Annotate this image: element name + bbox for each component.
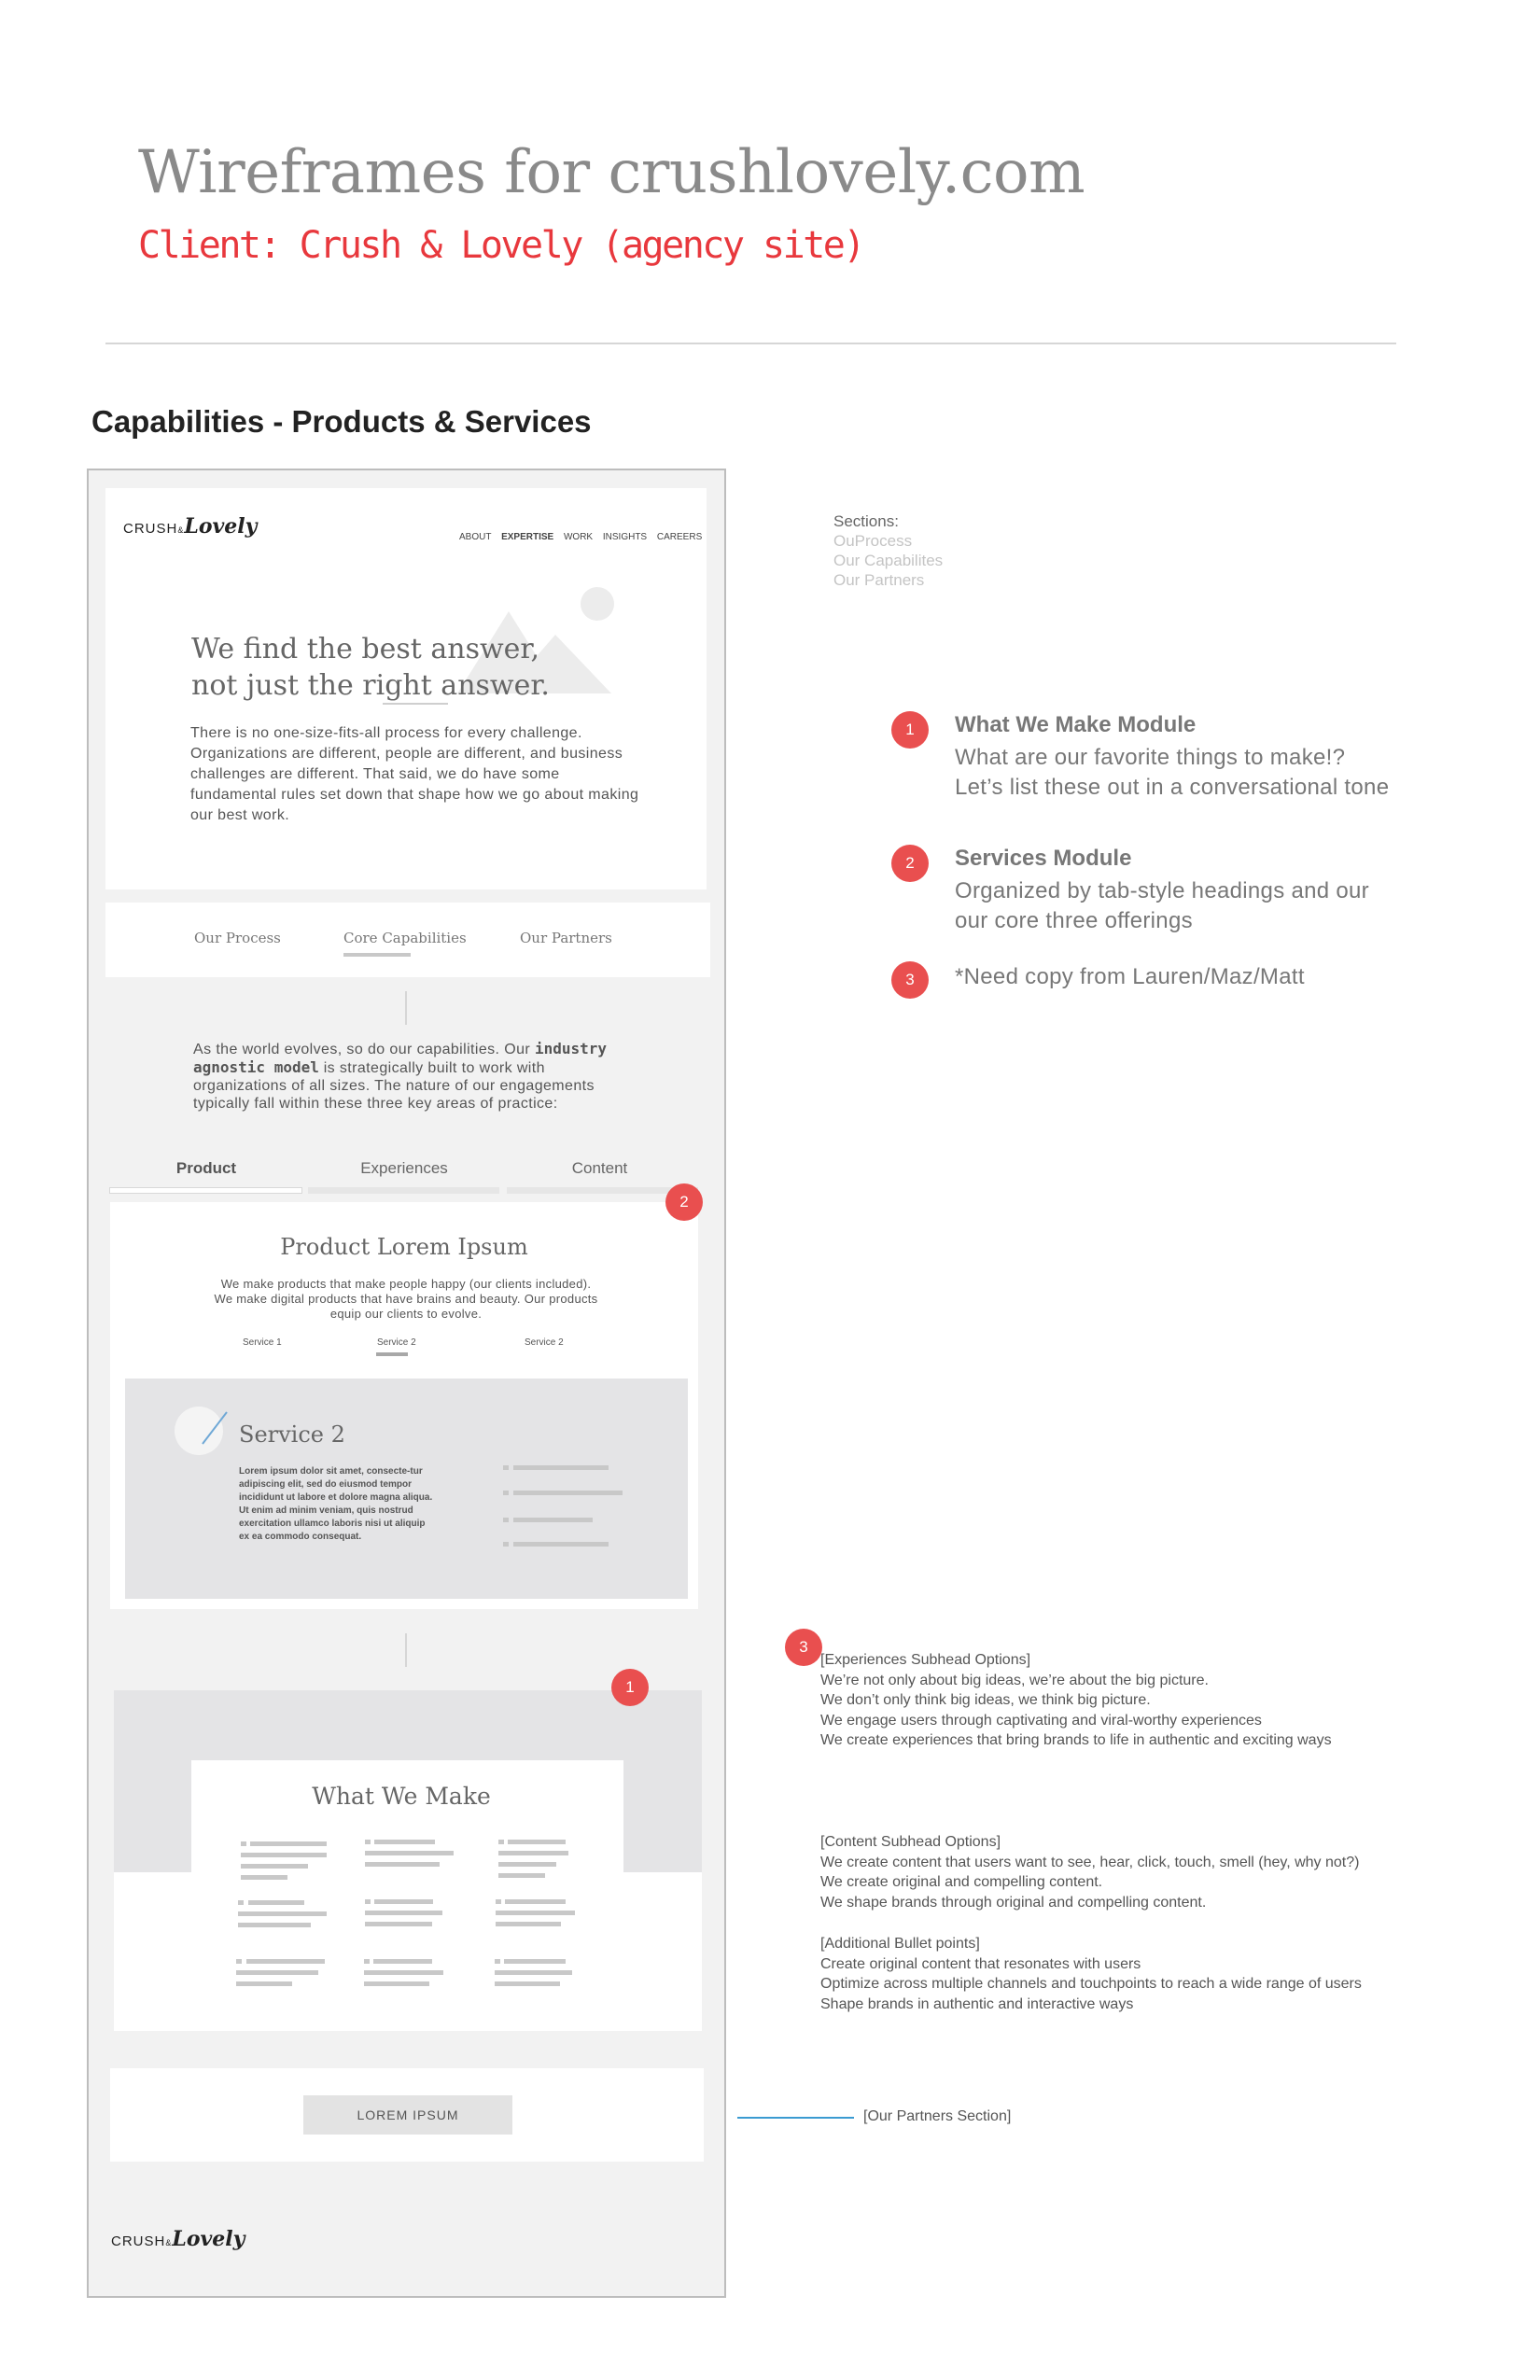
section-item: OuProcess [833, 532, 913, 550]
grid-line [238, 1911, 327, 1916]
nav-item-work[interactable]: WORK [563, 532, 594, 542]
grid-line [364, 1981, 429, 1986]
grid-line [250, 1841, 327, 1846]
note-badge-2: 2 [891, 845, 929, 882]
logo-amp: & [165, 2238, 173, 2247]
tab-core-capabilities[interactable]: Core Capabilities [343, 930, 467, 946]
connector-line [405, 1633, 407, 1667]
sections-note [833, 511, 943, 590]
header-logo[interactable] [123, 514, 257, 539]
grid-line [364, 1970, 443, 1975]
sections-label: Sections: [833, 512, 899, 530]
grid-line [365, 1851, 454, 1855]
bullet-line [513, 1491, 623, 1495]
logo-script: Lovely [172, 2227, 245, 2251]
practice-tab-experiences[interactable]: Experiences [360, 1159, 448, 1177]
practice-tab-content[interactable]: Content [571, 1159, 628, 1177]
main-nav [452, 532, 702, 542]
grid-line [373, 1959, 432, 1964]
content-option: We create original and compelling content. [820, 1874, 1103, 1890]
note-title-1: What We Make Module [955, 712, 1197, 737]
page-title: Wireframes for crushlovely.com [138, 138, 1085, 207]
bullet-dot [503, 1465, 509, 1470]
header-divider [105, 343, 1396, 344]
hero-paragraph: There is no one-size-fits-all process for every challenge. Organizations are different, people are different, and business challenges are different. That said, we do have some fundamental rules set down that shape how we go about making our best work. [190, 725, 639, 823]
note-text-1b: Let’s list these out in a conversational tone [955, 775, 1390, 800]
bullets-item: Optimize across multiple channels and touchpoints to reach a wide range of users [820, 1976, 1362, 1992]
logo-word: CRUSH [123, 521, 178, 537]
grid-line [241, 1864, 308, 1869]
note-text-3: *Need copy from Lauren/Maz/Matt [955, 964, 1305, 989]
content-option: We shape brands through original and compelling content. [820, 1894, 1207, 1911]
grid-line [365, 1911, 442, 1915]
hero-heading-line1: We find the best answer, [191, 633, 539, 665]
grid-dot [241, 1841, 246, 1846]
bullet-dot [503, 1542, 509, 1547]
service-tab-3[interactable]: Service 2 [525, 1337, 564, 1348]
logo-script: Lovely [184, 514, 258, 539]
logo-amp: & [177, 525, 185, 535]
badge-services: 2 [665, 1183, 703, 1221]
grid-line [248, 1900, 304, 1905]
bullets-item: Create original content that resonates with users [820, 1955, 1141, 1972]
note-text-2b: our core three offerings [955, 908, 1193, 933]
bullet-dot [503, 1491, 509, 1495]
content-heading: [Content Subhead Options] [820, 1834, 1001, 1850]
intro-bold: industry agnostic model [193, 1040, 608, 1076]
note-text-2a: Organized by tab-style headings and our [955, 878, 1369, 903]
badge-experiences: 3 [785, 1629, 822, 1666]
content-option: We create content that users want to see, hear, click, touch, smell (hey, why not?) [820, 1854, 1360, 1870]
grid-line [246, 1959, 325, 1964]
experiences-option: We’re not only about big ideas, we’re about the big picture. [820, 1672, 1209, 1688]
grid-line [498, 1851, 568, 1855]
bullet-line [513, 1465, 609, 1470]
section-item: Our Capabilites [833, 552, 944, 569]
service-tab-1[interactable]: Service 1 [243, 1337, 282, 1348]
client-label: Client: Crush & Lovely (agency site) [138, 224, 863, 267]
grid-line [495, 1970, 572, 1975]
grid-line [374, 1899, 433, 1904]
grid-line [496, 1911, 575, 1915]
intro-text-end: is strategically built to work with organizations of all sizes. The nature of our engagements typically fall within these three key areas of practice: [193, 1060, 595, 1112]
partners-note: [Our Partners Section] [863, 2108, 1012, 2124]
service-tab-2[interactable]: Service 2 [377, 1337, 416, 1348]
service-text: Lorem ipsum dolor sit amet, consecte-tur adipiscing elit, sed do eiusmod tempor incididunt ut labore et dolore magna aliqua. Ut enim ad minim veniam, quis nostrud exercitation ullamco laboris nisi ut aliquip ex ea commodo consequat. [239, 1466, 433, 1542]
grid-line [495, 1981, 560, 1986]
nav-item-about[interactable]: ABOUT [459, 532, 492, 542]
grid-line [238, 1923, 311, 1927]
grid-dot [238, 1900, 244, 1905]
note-badge-1: 1 [891, 711, 929, 749]
grid-line [236, 1970, 318, 1975]
bullets-heading: [Additional Bullet points] [820, 1936, 980, 1952]
bullet-line [513, 1542, 609, 1547]
lorem-ipsum-button[interactable]: LOREM IPSUM [303, 2095, 512, 2135]
note-badge-3: 3 [891, 961, 929, 999]
partners-connector-line [737, 2117, 854, 2119]
practice-tab-product-bar [109, 1187, 302, 1194]
grid-dot [364, 1959, 370, 1964]
tab-active-indicator [343, 953, 411, 957]
intro-paragraph [193, 1040, 613, 1113]
badge-what-we-make: 1 [611, 1669, 649, 1706]
footer-logo[interactable] [111, 2227, 245, 2251]
grid-line [365, 1862, 440, 1867]
product-paragraph: We make products that make people happy (our clients included). We make digital products that have brains and beauty. Our products equip our clients to evolve. [214, 1277, 598, 1321]
additional-bullets [820, 1934, 1362, 2014]
grid-line [498, 1862, 556, 1867]
nav-item-expertise[interactable]: EXPERTISE [501, 532, 554, 542]
grid-line [241, 1875, 287, 1880]
grid-line [496, 1922, 561, 1926]
tab-our-partners[interactable]: Our Partners [520, 930, 612, 946]
grid-line [374, 1840, 435, 1844]
section-title: Capabilities - Products & Services [91, 404, 592, 439]
grid-dot [236, 1959, 242, 1964]
service-icon [173, 1405, 229, 1461]
content-options [820, 1832, 1359, 1912]
practice-tab-experiences-bar [308, 1187, 499, 1194]
intro-text-start: As the world evolves, so do our capabilities. Our [193, 1042, 535, 1057]
bullets-item: Shape brands in authentic and interactive ways [820, 1995, 1134, 2012]
bullet-line [513, 1518, 593, 1522]
tab-our-process[interactable]: Our Process [194, 930, 281, 946]
nav-item-careers[interactable]: CAREERS [656, 532, 703, 542]
hero-heading-line2: not just the right answer. [191, 669, 550, 702]
experiences-option: We create experiences that bring brands to life in authentic and exciting ways [820, 1732, 1332, 1748]
experiences-option: We engage users through captivating and viral-worthy experiences [820, 1712, 1262, 1729]
note-text-1a: What are our favorite things to make!? [955, 745, 1346, 770]
service-tab-indicator [376, 1352, 408, 1356]
grid-line [505, 1899, 566, 1904]
grid-dot [498, 1840, 504, 1844]
grid-line [236, 1981, 292, 1986]
hero-underline [383, 703, 448, 705]
grid-line [365, 1922, 432, 1926]
logo-word: CRUSH [111, 2233, 166, 2249]
grid-line [504, 1959, 566, 1964]
connector-line [405, 991, 407, 1025]
service-title: Service 2 [239, 1421, 345, 1448]
grid-dot [496, 1899, 501, 1904]
grid-dot [365, 1899, 371, 1904]
experiences-option: We don’t only think big ideas, we think big picture. [820, 1692, 1151, 1708]
experiences-options [820, 1650, 1332, 1751]
grid-dot [365, 1840, 371, 1844]
bullet-dot [503, 1518, 509, 1522]
grid-line [241, 1853, 327, 1857]
practice-tab-product[interactable]: Product [175, 1159, 237, 1177]
note-title-2: Services Module [955, 846, 1132, 871]
section-item: Our Partners [833, 571, 925, 589]
nav-item-insights[interactable]: INSIGHTS [602, 532, 648, 542]
experiences-heading: [Experiences Subhead Options] [820, 1652, 1031, 1668]
grid-line [508, 1840, 566, 1844]
hero-heading [191, 631, 550, 704]
grid-dot [495, 1959, 500, 1964]
what-we-make-heading: What We Make [312, 1783, 491, 1810]
product-heading: Product Lorem Ipsum [280, 1234, 528, 1260]
grid-line [498, 1873, 545, 1878]
